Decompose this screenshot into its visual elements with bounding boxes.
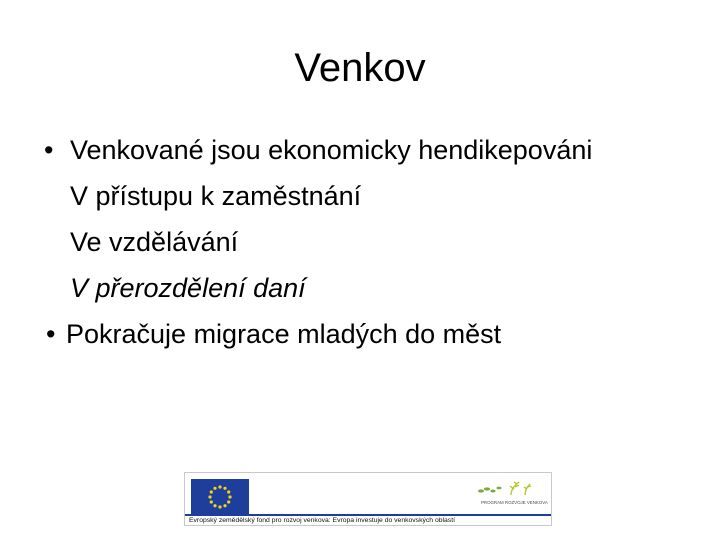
eu-flag-icon (191, 479, 249, 515)
leaf-sprout-icon (441, 477, 548, 513)
program-rozvoje-venkova-logo (441, 477, 548, 513)
bullet-item-2 (46, 318, 501, 350)
svg-text:PROGRAM ROZVOJE VENKOVA: PROGRAM ROZVOJE VENKOVA (481, 500, 548, 505)
banner-caption: Evropský zemědělský fond pro rozvoj venkova: Evropa investuje do venkovských oblastí (185, 516, 551, 525)
eu-funding-banner (184, 472, 552, 526)
sub-item-text: Ve vzdělávání (70, 227, 239, 257)
bullet-text: Pokračuje migrace mladých do měst (66, 319, 502, 349)
bullet-item-1 (44, 134, 592, 166)
bullet-marker: • (44, 135, 54, 165)
bullet-marker: • (46, 319, 56, 349)
bullet-text: Venkované jsou ekonomicky hendikepováni (70, 135, 593, 165)
sub-item-2 (70, 226, 238, 258)
sub-item-text: V přerozdělení daní (70, 273, 306, 303)
sub-item-3 (70, 272, 306, 304)
sub-item-text: V přístupu k zaměstnání (70, 181, 362, 211)
slide-title: Venkov (294, 46, 426, 90)
sub-item-1 (70, 180, 361, 212)
